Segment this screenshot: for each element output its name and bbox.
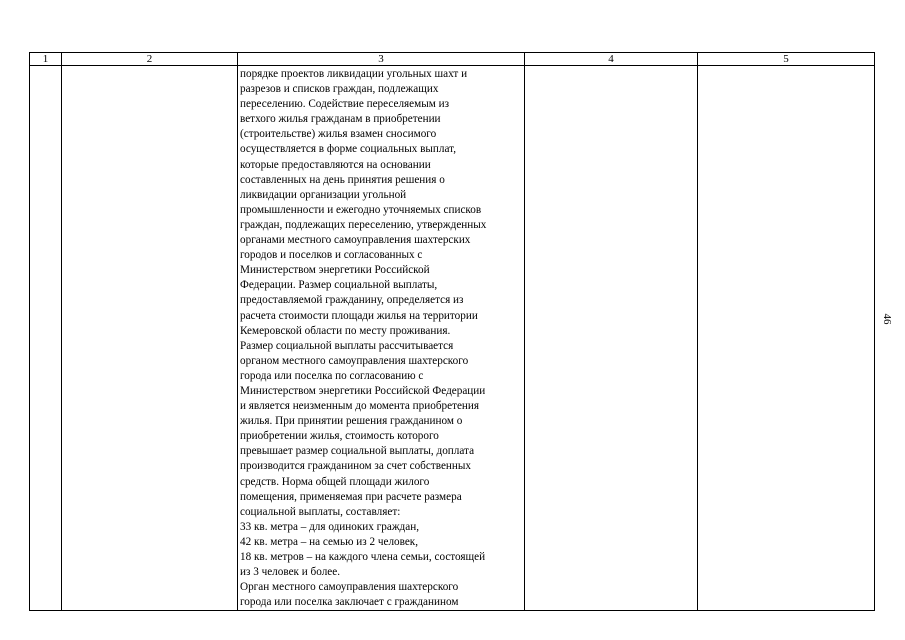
column-header-5: 5	[698, 53, 875, 66]
text-line: составленных на день принятия решения о	[240, 173, 445, 186]
cell-col2	[62, 66, 238, 611]
column-header-2: 2	[62, 53, 238, 66]
text-line: города или поселка заключает с гражданином	[240, 596, 459, 609]
text-line: 42 кв. метра – на семью из 2 человек,	[240, 535, 419, 548]
text-line: Размер социальной выплаты рассчитывается	[240, 339, 454, 352]
text-line: органом местного самоуправления шахтерского	[240, 354, 469, 367]
text-line: граждан, подлежащих переселению, утвержденных	[240, 218, 487, 231]
text-line: 18 кв. метров – на каждого члена семьи, состоящей	[240, 551, 486, 563]
text-line: жилья. При принятии решения гражданином о	[240, 415, 463, 428]
text-line: разрезов и списков граждан, подлежащих	[240, 83, 439, 96]
text-line: переселению. Содействие переселяемым из	[240, 98, 450, 111]
text-line: порядке проектов ликвидации угольных шахт и	[240, 68, 468, 80]
page-number: 46	[881, 313, 893, 325]
text-line: расчета стоимости площади жилья на территории	[240, 309, 478, 322]
cell-col4	[525, 66, 698, 611]
text-line: города или поселка по согласованию с	[240, 369, 424, 382]
text-line: городов и поселков и согласованных с	[240, 249, 423, 262]
column-header-1: 1	[30, 53, 62, 66]
document-table	[29, 52, 875, 611]
text-line: (строительстве) жилья взамен сносимого	[240, 128, 437, 141]
cell-col3-text	[238, 66, 524, 610]
text-line: ветхого жилья гражданам в приобретении	[240, 113, 441, 126]
text-line: 33 кв. метра – для одиноких граждан,	[240, 520, 419, 533]
text-line: Орган местного самоуправления шахтерского	[240, 581, 459, 594]
cell-col5	[698, 66, 875, 611]
text-line: промышленности и ежегодно уточняемых списков	[240, 203, 482, 216]
column-header-4: 4	[525, 53, 698, 66]
text-line: осуществляется в форме социальных выплат,	[240, 143, 457, 156]
text-line: предоставляемой гражданину, определяется из	[240, 294, 464, 307]
text-line: Федерации. Размер социальной выплаты,	[240, 279, 438, 292]
table-header-row	[30, 53, 875, 66]
text-line: Министерством энергетики Российской	[240, 264, 430, 277]
cell-col3	[238, 66, 525, 611]
text-line: которые предоставляются на основании	[240, 158, 431, 171]
text-line: Министерством энергетики Российской Федерации	[240, 384, 486, 397]
text-line: превышает размер социальной выплаты, доплата	[240, 445, 475, 458]
table-row	[30, 66, 875, 611]
text-line: из 3 человек и более.	[240, 566, 341, 579]
text-line: ликвидации организации угольной	[240, 188, 407, 201]
text-line: социальной выплаты, составляет:	[240, 505, 401, 518]
text-line: помещения, применяемая при расчете размера	[240, 490, 462, 503]
cell-col1	[30, 66, 62, 611]
text-line: и является неизменным до момента приобретения	[240, 400, 480, 413]
text-line: органами местного самоуправления шахтерских	[240, 234, 471, 247]
text-line: средств. Норма общей площади жилого	[240, 475, 430, 488]
text-line: производится гражданином за счет собственных	[240, 460, 471, 473]
text-line: приобретении жилья, стоимость которого	[240, 430, 439, 443]
text-line: Кемеровской области по месту проживания.	[240, 324, 451, 337]
column-header-3: 3	[238, 53, 525, 66]
